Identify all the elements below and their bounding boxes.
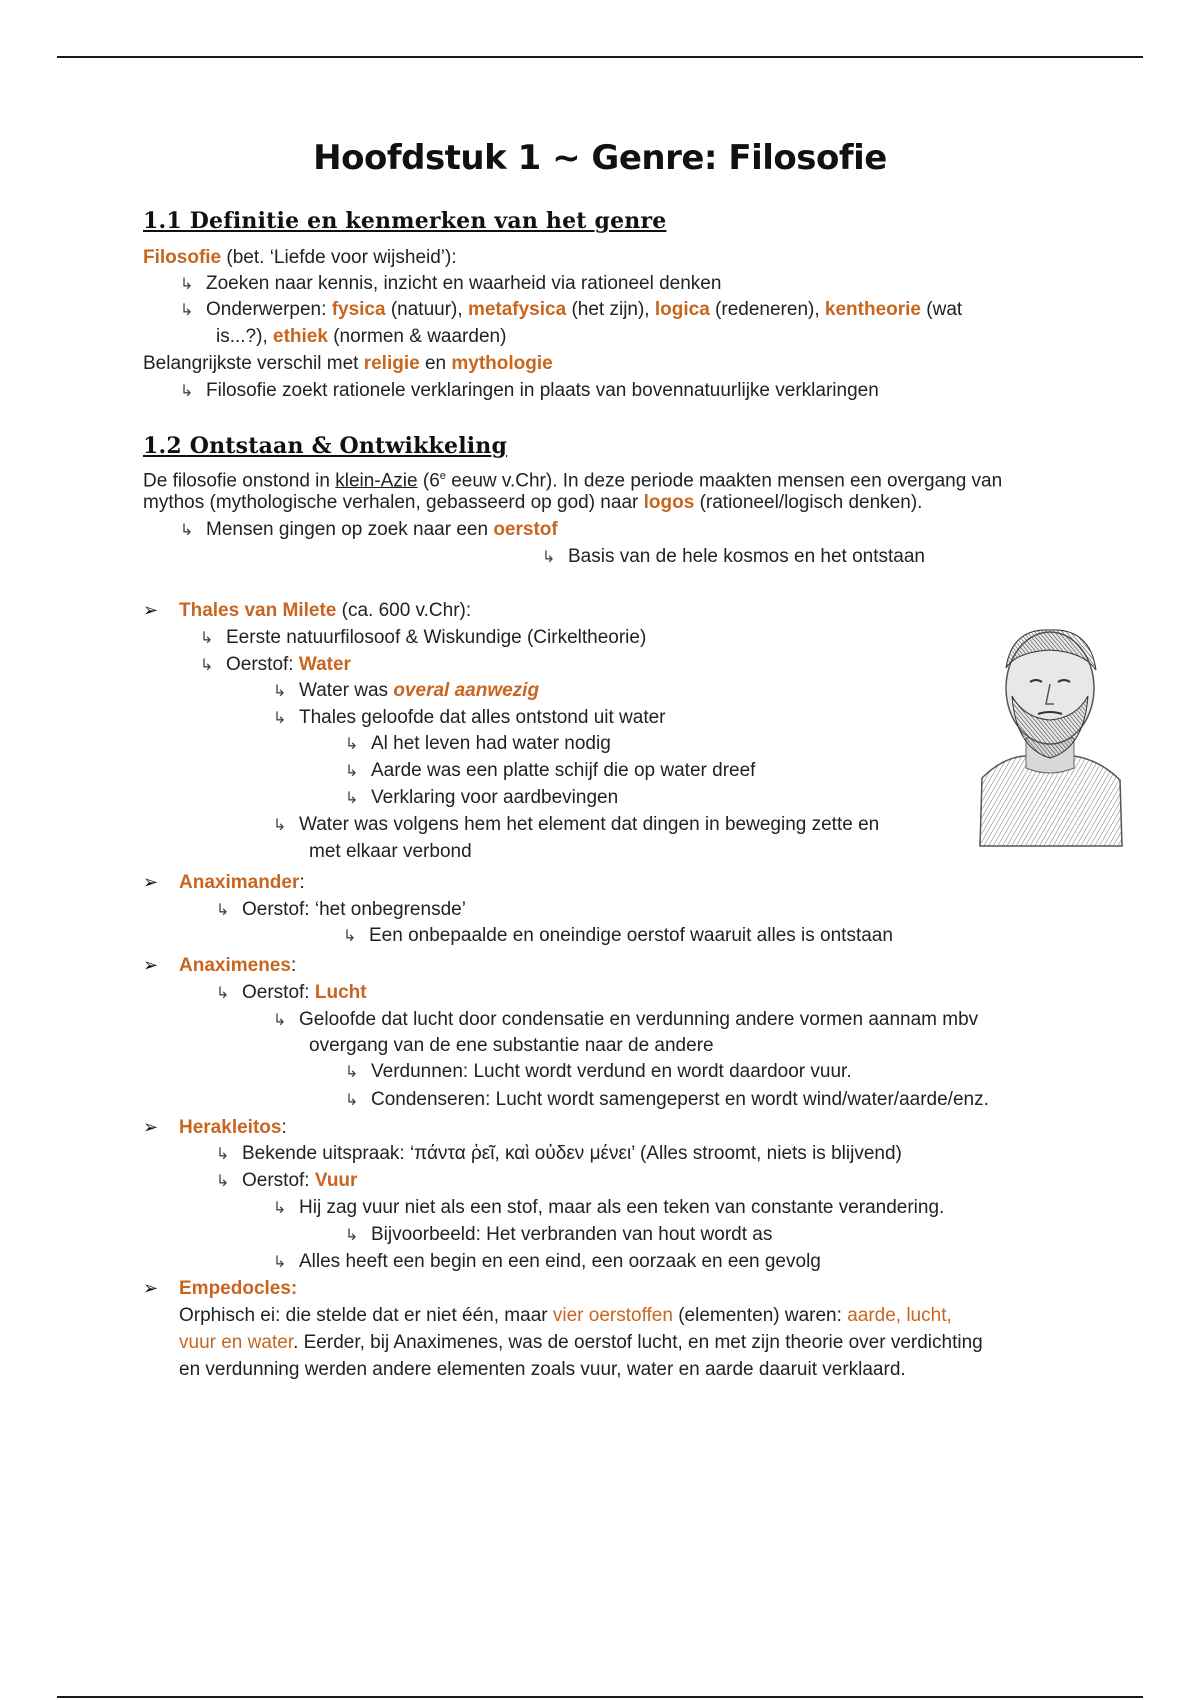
page-title: Hoofdstuk 1 ~ Genre: Filosofie: [313, 138, 887, 178]
keyword-filosofie: Filosofie: [143, 247, 222, 268]
paragraph-line: en verdunning werden andere elementen zoals vuur, water en aarde daaruit verklaard.: [179, 1359, 906, 1380]
arrow-icon: ↳: [216, 985, 230, 1002]
thales-bust-image: [972, 618, 1126, 848]
sub-sub-sub-item: ↳ Verdunnen: Lucht wordt verdund en wordt daardoor vuur.: [345, 1059, 852, 1086]
name-empedocles: Empedocles:: [179, 1278, 298, 1299]
sub-item: ↳ Oerstof: Water: [200, 652, 351, 679]
keyword-oerstof: oerstof: [493, 519, 558, 540]
philosopher-thales: Thales van Milete (ca. 600 v.Chr):: [179, 600, 472, 621]
keyword: logica: [654, 299, 710, 320]
sub-item: ↳ Bekende uitspraak: ‘πάντα ῥεῖ, καὶ οὐδεν μένει’ (Alles stroomt, niets is blijvend): [216, 1141, 902, 1168]
arrow-icon: ↳: [216, 1173, 230, 1190]
sub-item: ↳ Oerstof: Vuur: [216, 1168, 357, 1195]
arrow-icon: ↳: [216, 1146, 230, 1163]
paragraph-line: De filosofie onstond in klein-Azie (6e eeuw v.Chr). In deze periode maakten mensen een overgang van: [143, 470, 1003, 492]
name-anaximander: Anaximander: [179, 872, 300, 893]
arrow-icon: ↳: [273, 1254, 287, 1271]
difference-line: Belangrijkste verschil met religie en mythologie: [143, 353, 553, 374]
arrow-icon: ↳: [345, 790, 359, 807]
paragraph-line: Orphisch ei: die stelde dat er niet één, maar vier oerstoffen (elementen) waren: aarde, lucht,: [179, 1305, 952, 1326]
sub-sub-item: ↳ Basis van de hele kosmos en het ontstaan: [542, 544, 925, 571]
bullet-icon: ➢: [143, 1278, 159, 1298]
arrow-icon: ↳: [343, 928, 357, 945]
bullet-icon: ➢: [143, 600, 159, 620]
sub-sub-item: ↳ Water was overal aanwezig: [273, 678, 539, 705]
sub-sub-item: ↳ Water was volgens hem het element dat dingen in beweging zette en: [273, 812, 879, 839]
philosopher-empedocles: [179, 1276, 297, 1302]
arrow-icon: ↳: [180, 302, 194, 319]
arrow-icon: ↳: [180, 522, 194, 539]
sub-sub-sub-item: ↳ Verklaring voor aardbevingen: [345, 785, 618, 812]
arrow-icon: ↳: [200, 657, 214, 674]
paragraph-line: mythos (mythologische verhalen, gebasseerd op god) naar logos (rationeel/logisch denken).: [143, 492, 923, 513]
name-herakleitos: Herakleitos: [179, 1117, 282, 1138]
arrow-icon: ↳: [273, 683, 287, 700]
keyword: kentheorie: [824, 299, 921, 320]
sub-sub-sub-item: ↳ Aarde was een platte schijf die op water dreef: [345, 758, 755, 785]
arrow-icon: ↳: [542, 549, 556, 566]
arrow-icon: ↳: [345, 1092, 359, 1109]
philosopher-anaximenes: Anaximenes:: [179, 955, 297, 976]
arrow-icon: ↳: [180, 383, 194, 400]
arrow-icon: ↳: [273, 1012, 287, 1029]
arrow-icon: ↳: [273, 1200, 287, 1217]
sub-sub-item: ↳ Hij zag vuur niet als een stof, maar als een teken van constante verandering.: [273, 1195, 944, 1222]
philosopher-anaximander: Anaximander:: [179, 872, 305, 893]
sub-item: ↳ Eerste natuurfilosoof & Wiskundige (Cirkeltheorie): [200, 625, 646, 652]
arrow-icon: ↳: [345, 763, 359, 780]
arrow-icon: ↳: [345, 1064, 359, 1081]
place-klein-azie: klein-Azie: [335, 470, 418, 492]
sub-item-continued: is...?), ethiek (normen & waarden): [216, 326, 507, 347]
keyword: mythologie: [451, 353, 553, 374]
keyword-logos: logos: [643, 492, 695, 513]
bullet-icon: ➢: [143, 1117, 159, 1137]
philosopher-herakleitos: Herakleitos:: [179, 1117, 287, 1138]
keyword: ethiek: [273, 326, 328, 347]
bottom-rule: [57, 1696, 1143, 1698]
keyword: metafysica: [467, 299, 567, 320]
sub-sub-item: ↳ Geloofde dat lucht door condensatie en verdunning andere vormen aannam mbv: [273, 1007, 978, 1034]
top-rule: [57, 56, 1143, 58]
arrow-icon: ↳: [180, 276, 194, 293]
section-heading-2: 1.2 Ontstaan & Ontwikkeling: [143, 433, 508, 459]
bullet-icon: ➢: [143, 955, 159, 975]
paragraph-line: vuur en water. Eerder, bij Anaximenes, was de oerstof lucht, en met zijn theorie over verdichting: [179, 1332, 983, 1353]
name-anaximenes: Anaximenes: [179, 955, 291, 976]
sub-item: ↳ Oerstof: ‘het onbegrensde’: [216, 897, 466, 924]
arrow-icon: ↳: [216, 902, 230, 919]
sub-item: ↳ Oerstof: Lucht: [216, 980, 367, 1007]
arrow-icon: ↳: [345, 1227, 359, 1244]
name-thales: Thales van Milete: [179, 600, 337, 621]
sub-sub-sub-item: ↳ Bijvoorbeeld: Het verbranden van hout wordt as: [345, 1222, 772, 1249]
arrow-icon: ↳: [200, 630, 214, 647]
sub-sub-sub-item: ↳ Al het leven had water nodig: [345, 731, 611, 758]
sub-item: ↳ Filosofie zoekt rationele verklaringen in plaats van bovennatuurlijke verklaringen: [180, 378, 879, 405]
arrow-icon: ↳: [345, 736, 359, 753]
definition-line: Filosofie (bet. ‘Liefde voor wijsheid’):: [143, 247, 457, 268]
section-heading-1: 1.1 Definitie en kenmerken van het genre: [143, 208, 667, 234]
arrow-icon: ↳: [273, 817, 287, 834]
sub-sub-item-continued: met elkaar verbond: [309, 841, 472, 862]
sub-item: ↳ Onderwerpen: fysica (natuur), metafysica (het zijn), logica (redeneren), kentheorie (wat: [180, 297, 962, 324]
keyword: fysica: [331, 299, 386, 320]
sub-sub-item-continued: overgang van de ene substantie naar de andere: [309, 1035, 714, 1056]
sub-sub-sub-item: ↳ Condenseren: Lucht wordt samengeperst en wordt wind/water/aarde/enz.: [345, 1087, 989, 1114]
sub-sub-item: ↳ Een onbepaalde en oneindige oerstof waaruit alles is ontstaan: [343, 923, 893, 950]
keyword: religie: [363, 353, 420, 374]
sub-sub-item: ↳ Thales geloofde dat alles ontstond uit water: [273, 705, 666, 732]
arrow-icon: ↳: [273, 710, 287, 727]
sub-item: ↳ Zoeken naar kennis, inzicht en waarheid via rationeel denken: [180, 271, 721, 298]
sub-item: ↳ Mensen gingen op zoek naar een oerstof: [180, 517, 558, 544]
bullet-icon: ➢: [143, 872, 159, 892]
sub-sub-item: ↳ Alles heeft een begin en een eind, een oorzaak en een gevolg: [273, 1249, 821, 1276]
